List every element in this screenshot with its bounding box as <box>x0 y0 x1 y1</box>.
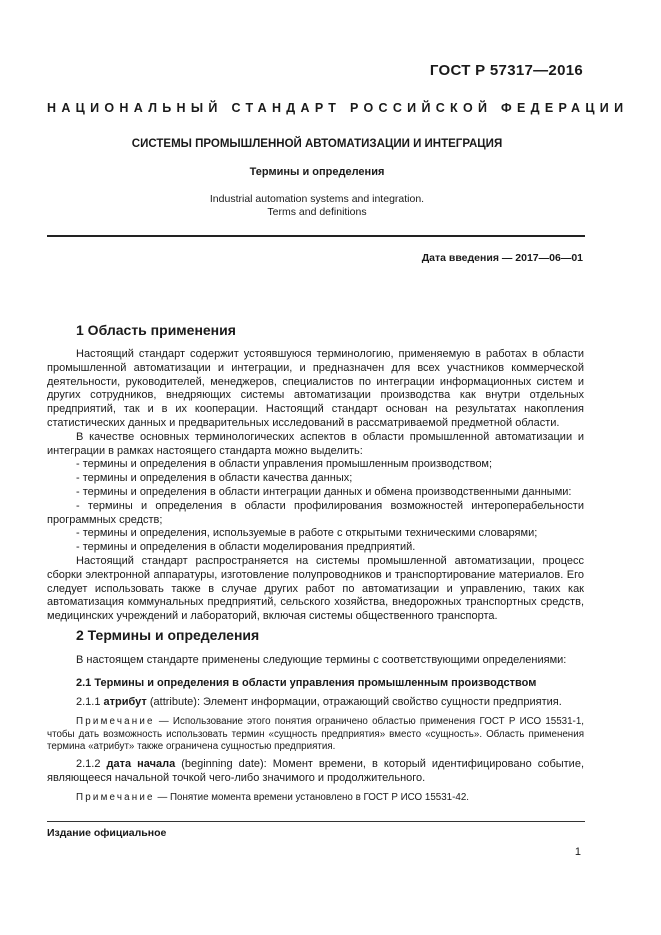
section1-heading: 1 Область применения <box>76 322 236 338</box>
note-label: Примечание <box>76 716 155 727</box>
term-number: 2.1.2 <box>76 758 101 770</box>
section1-paragraph: Настоящий стандарт содержит устоявшуюся терминологию, применяемую в работах в области промышленной автоматизации и интеграции, и предназначен для всех участников коммерческой деятельности, руководителей, менеджеров, специалистов по интеграции информационных систем и других сотрудников, внедряющих системы автоматизации производства как внутри отдельных предприятий, так и в их кооперации. Настоящий стандарт основан на результатах накопления статистических данных и предварительных исследований в рассматриваемой предметной области. <box>47 348 584 429</box>
term-name: дата начала <box>106 758 176 770</box>
section2-heading: 2 Термины и определения <box>76 627 260 643</box>
section1-paragraph: В качестве основных терминологических аспектов в области промышленной автоматизации и интеграции в рамках настоящего стандарта можно выделить: <box>47 430 584 457</box>
note-text <box>47 792 584 805</box>
footer-divider <box>47 821 585 822</box>
section2-intro-text: В настоящем стандарте применены следующие термины с соответствующими определениями: <box>76 654 567 666</box>
document-number: ГОСТ Р 57317—2016 <box>429 62 583 79</box>
document-subtitle: Термины и определения <box>249 166 385 178</box>
note-attribute <box>47 716 584 754</box>
english-title-line1: Industrial automation systems and integration. <box>209 193 425 205</box>
term-definition <box>47 696 584 710</box>
term-text: (beginning date): Момент времени, в который идентифицировано событие, являющееся начальной точкой чего-либо значимого и продолжительного. <box>47 758 585 784</box>
list-item: - термины и определения в области моделирования предприятий. <box>76 541 416 554</box>
english-title <box>47 193 587 218</box>
term-definition <box>47 758 584 786</box>
term-name: атрибут <box>103 696 147 708</box>
list-item: - термины и определения, используемые в работе с открытыми техническими словарями; <box>76 527 538 540</box>
list-item: - термины и определения в области качества данных; <box>76 472 353 485</box>
note-body: — Использование этого понятия ограничено областью применения ГОСТ Р ИСО 15531-1, чтобы дать возможность использовать термин «сущность предприятия» вместо «сущность». Область применения термина «атрибут» также ограничена сущностью предприятия. <box>47 716 584 752</box>
list-item: - термины и определения в области интеграции данных и обмена производственными данными: <box>76 485 572 498</box>
term-number: 2.1.1 <box>76 696 101 708</box>
header-divider <box>47 235 585 237</box>
standard-banner: НАЦИОНАЛЬНЫЙ СТАНДАРТ РОССИЙСКОЙ ФЕДЕРАЦИИ <box>47 101 629 115</box>
section1-body <box>47 348 584 624</box>
note-body: — Понятие момента времени установлено в ГОСТ Р ИСО 15531-42. <box>154 792 469 803</box>
note-label: Примечание <box>76 792 155 803</box>
section2-intro <box>47 654 584 668</box>
document-title: СИСТЕМЫ ПРОМЫШЛЕННОЙ АВТОМАТИЗАЦИИ И ИНТЕГРАЦИЯ <box>131 138 503 150</box>
subsection-heading: 2.1 Термины и определения в области управления промышленным производством <box>76 677 537 689</box>
introduction-date: Дата введения — 2017—06—01 <box>421 252 583 264</box>
term-entry-beginning-date <box>47 758 584 786</box>
note-beginning-date <box>47 792 584 805</box>
list-item: - термины и определения в области управления промышленным производством; <box>76 458 493 471</box>
term-entry-attribute <box>47 696 584 710</box>
english-title-line2: Terms and definitions <box>267 205 367 218</box>
list-item: - термины и определения в области профилирования возможностей интероперабельности программных средств; <box>47 499 584 526</box>
term-text: (attribute): Элемент информации, отражающий свойство сущности предприятия. <box>149 696 562 708</box>
page-number: 1 <box>574 846 581 858</box>
edition-label: Издание официальное <box>47 827 167 839</box>
aspects-list <box>47 458 584 555</box>
section1-paragraph: Настоящий стандарт распространяется на системы промышленной автоматизации, процесс сборки электронной аппаратуры, изготовление полупроводников и транспортирование материалов. Его следует использовать также в случае других работ по автоматизации и управлению, таких как автоматизация коммунальных предприятий, сельского хозяйства, внедорожных транспортных средств, медицинских учреждений и лабораторий, включая системы общественного транспорта. <box>47 554 584 623</box>
note-text <box>47 716 584 754</box>
